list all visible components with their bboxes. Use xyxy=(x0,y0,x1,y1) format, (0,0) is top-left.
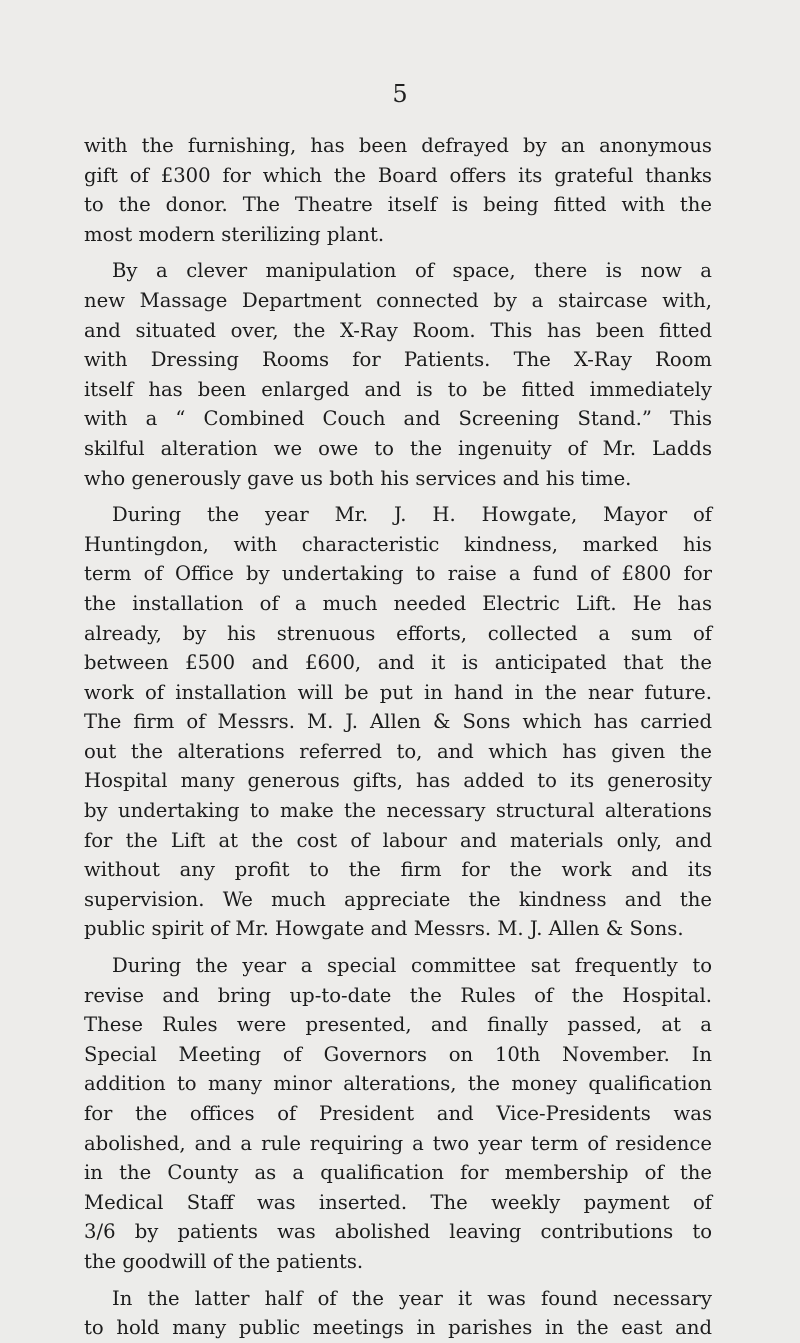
text-line: without any profit to the firm for the work and its xyxy=(84,858,712,882)
text-line: to hold many public meetings in parishes in the east and xyxy=(84,1316,712,1340)
text-line: term of Office by undertaking to raise a fund of £800 for xyxy=(84,562,712,586)
text-line: skilful alteration we owe to the ingenuity of Mr. Ladds xyxy=(84,436,712,460)
text-line: the installation of a much needed Electric Lift. He has xyxy=(84,591,712,615)
text-line: During the year a special committee sat frequently to xyxy=(112,954,712,978)
text-line: public spirit of Mr. Howgate and Messrs. M. J. Allen & Sons. xyxy=(84,917,684,941)
paragraph xyxy=(84,131,712,249)
text-line: already, by his strenuous efforts, collected a sum of xyxy=(84,621,712,645)
text-line: These Rules were presented, and finally passed, at a xyxy=(84,1013,712,1037)
text-line: in the County as a qualification for membership of the xyxy=(84,1161,712,1185)
text-line: to the donor. The Theatre itself is being fitted with the xyxy=(84,193,712,217)
text-line: During the year Mr. J. H. Howgate, Mayor of xyxy=(112,503,712,527)
text-line: new Massage Department connected by a staircase with, xyxy=(84,288,712,312)
text-line: who generously gave us both his services and his time. xyxy=(84,466,632,490)
text-line: with Dressing Rooms for Patients. The X-Ray Room xyxy=(84,348,712,372)
text-line: for the Lift at the cost of labour and materials only, and xyxy=(84,828,712,852)
text-line: Special Meeting of Governors on 10th November. In xyxy=(84,1042,712,1066)
text-line: for the offices of President and Vice-Presidents was xyxy=(84,1102,712,1125)
text-line: addition to many minor alterations, the money qualification xyxy=(84,1072,712,1096)
paragraph xyxy=(84,1284,712,1343)
paragraph xyxy=(84,951,712,1277)
text-line: gift of £300 for which the Board offers its grateful thanks xyxy=(84,163,712,187)
text-line: between £500 and £600, and it is anticipated that the xyxy=(84,651,712,675)
text-line: 3/6 by patients was abolished leaving contributions to xyxy=(84,1220,712,1244)
text-line: In the latter half of the year it was found necessary xyxy=(112,1286,712,1310)
text-line: Huntingdon, with characteristic kindness, marked his xyxy=(84,532,712,556)
text-line: Medical Staff was inserted. The weekly payment of xyxy=(84,1190,712,1214)
text-line: Hospital many generous gifts, has added to its generosity xyxy=(84,769,712,793)
text-line: abolished, and a rule requiring a two year term of residence xyxy=(84,1131,712,1155)
text-line: work of installation will be put in hand in the near future. xyxy=(84,680,712,704)
text-line: By a clever manipulation of space, there is now a xyxy=(112,259,712,283)
text-line: itself has been enlarged and is to be fitted immediately xyxy=(84,377,712,401)
text-line: with the furnishing, has been defrayed by an anonymous xyxy=(84,134,712,157)
text-line: by undertaking to make the necessary structural alterations xyxy=(84,799,712,823)
text-line: and situated over, the X-Ray Room. This has been fitted xyxy=(84,318,712,342)
page-number: 5 xyxy=(392,80,408,108)
paragraph xyxy=(84,256,712,493)
text-line: revise and bring up-to-date the Rules of the Hospital. xyxy=(84,983,712,1007)
text-line: supervision. We much appreciate the kindness and the xyxy=(84,887,712,911)
text-line: out the alterations referred to, and which has given the xyxy=(84,739,712,763)
text-line: The firm of Messrs. M. J. Allen & Sons which has carried xyxy=(84,710,712,734)
body-text xyxy=(84,131,712,1343)
paragraph xyxy=(84,500,712,944)
text-line: the goodwill of the patients. xyxy=(84,1249,364,1273)
text-line: most modern sterilizing plant. xyxy=(84,222,385,246)
text-line: with a “ Combined Couch and Screening Stand.” This xyxy=(84,407,712,431)
